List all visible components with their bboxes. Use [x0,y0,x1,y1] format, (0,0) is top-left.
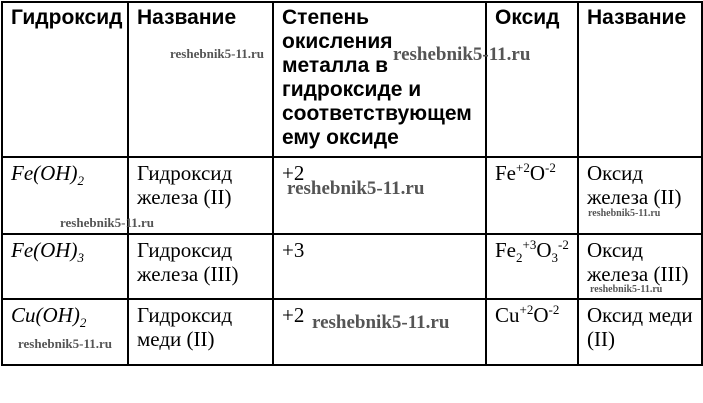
watermark: reshebnik5-11.ru [393,44,531,65]
hydroxide-formula: $Fe(OH)_3$ [2,234,128,299]
table-row [2,299,702,365]
table-row [2,234,702,299]
oxidation-state: +2 [273,299,486,365]
oxide-formula: $Fe^{+2}O^{-2}$ [486,157,578,234]
watermark: reshebnik5-11.ru [60,215,155,230]
oxide-name: Оксид железа (III) [578,234,702,299]
oxide-formula: $Fe_2^{+3}O_3^{-2}$ [486,234,578,299]
watermark: reshebnik5-11.ru [18,336,113,351]
header-row [2,2,702,157]
header-oxide-name: Название [578,2,702,157]
oxidation-state: +2 [273,157,486,234]
hydroxide-formula: $Fe(OH)_2$ [2,157,128,234]
hydroxide-name: Гидроксид железа (III) [128,234,273,299]
oxide-name: Оксид железа (II) [578,157,702,234]
header-name: Название [128,2,273,157]
header-oxidation-state: Степень окисления металла в гидроксиде и соответствующем ему оксиде [273,2,486,157]
watermark: reshebnik5-11.ru [588,208,661,219]
hydroxide-name: Гидроксид меди (II) [128,299,273,365]
watermark: reshebnik5-11.ru [287,178,425,199]
watermark: reshebnik5-11.ru [170,46,265,61]
watermark: reshebnik5-11.ru [312,312,450,333]
hydroxide-name: Гидроксид железа (II) [128,157,273,234]
oxide-name: Оксид меди (II) [578,299,702,365]
header-oxide: Оксид [486,2,578,157]
oxidation-state: +3 [273,234,486,299]
header-hydroxide: Гидроксид [2,2,128,157]
hydroxide-formula: $Cu(OH)_2$ [2,299,128,365]
watermark: reshebnik5-11.ru [590,284,663,295]
oxide-formula: $Cu^{+2}O^{-2}$ [486,299,578,365]
table-row [2,157,702,234]
chemistry-table [1,1,703,366]
